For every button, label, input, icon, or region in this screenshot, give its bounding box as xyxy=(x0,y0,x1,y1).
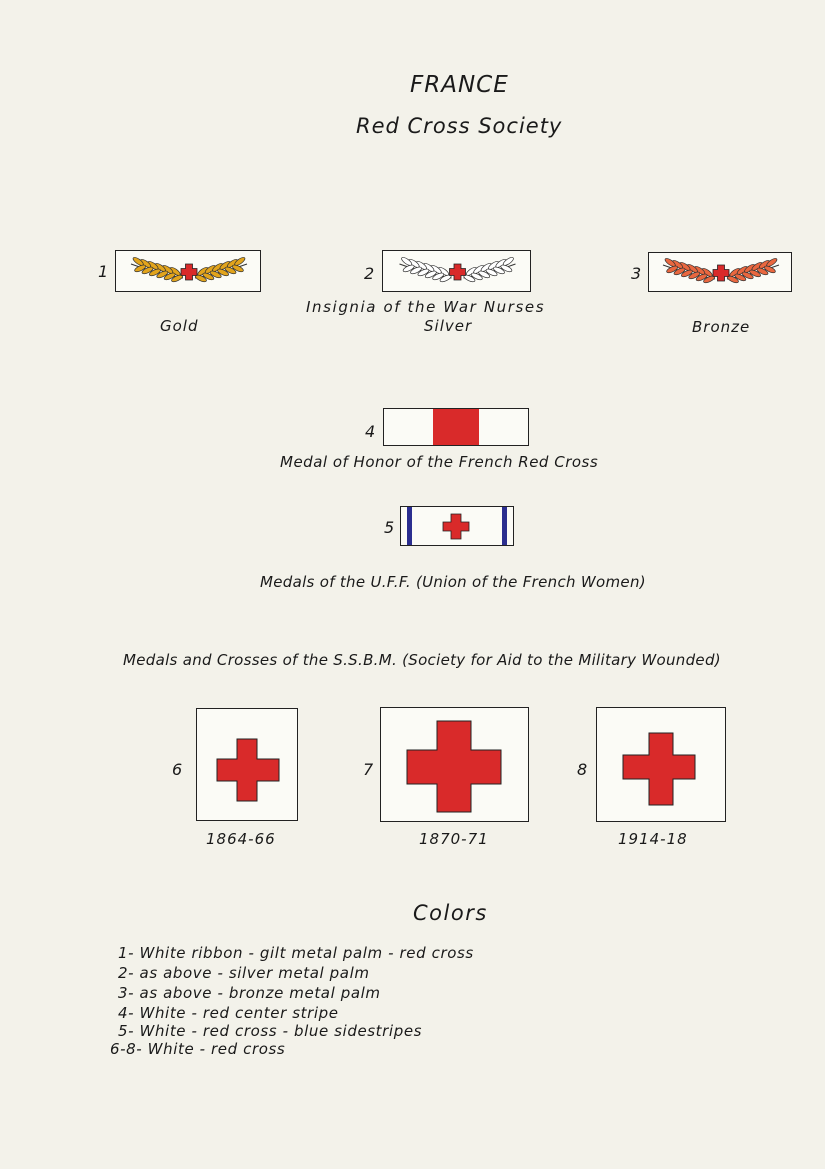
ribbon-2-number: 2 xyxy=(364,264,375,283)
red-center-stripe xyxy=(433,409,479,445)
red-cross-icon xyxy=(197,709,297,820)
colors-line-3: 3- as above - bronze metal palm xyxy=(118,984,381,1002)
cross-7-medal xyxy=(380,707,529,822)
cross-6-number: 6 xyxy=(172,760,183,779)
red-cross-icon xyxy=(381,708,528,821)
silver-palm-icon xyxy=(383,251,532,293)
ribbon-3-label: Bronze xyxy=(692,318,751,336)
ribbon-5-number: 5 xyxy=(384,518,395,537)
ribbon-4-number: 4 xyxy=(365,422,376,441)
cross-6-years: 1864-66 xyxy=(206,830,276,848)
page-subtitle: Red Cross Society xyxy=(356,114,563,138)
ribbon-2-silver xyxy=(382,250,531,292)
ssbm-caption: Medals and Crosses of the S.S.B.M. (Society for Aid to the Military Wounded) xyxy=(123,651,721,669)
red-cross-icon xyxy=(597,708,725,821)
colors-line-1: 1- White ribbon - gilt metal palm - red cross xyxy=(118,944,474,962)
page-title: FRANCE xyxy=(410,72,509,98)
uff-caption: Medals of the U.F.F. (Union of the French Women) xyxy=(260,573,646,591)
ribbon-1-label: Gold xyxy=(160,317,199,335)
bronze-palm-icon xyxy=(649,253,793,293)
ribbon-3-bronze xyxy=(648,252,792,292)
cross-8-number: 8 xyxy=(577,760,588,779)
cross-8-years: 1914-18 xyxy=(618,830,688,848)
medal-of-honor-caption: Medal of Honor of the French Red Cross xyxy=(280,453,599,471)
red-cross-icon xyxy=(401,507,513,545)
colors-list xyxy=(110,944,474,1058)
colors-line-2: 2- as above - silver metal palm xyxy=(118,964,370,982)
colors-line-4: 4- White - red center stripe xyxy=(118,1004,339,1022)
gold-palm-icon xyxy=(116,251,262,293)
cross-6-medal xyxy=(196,708,298,821)
ribbon-1-number: 1 xyxy=(98,262,109,281)
cross-7-number: 7 xyxy=(363,760,374,779)
war-nurses-caption: Insignia of the War Nurses xyxy=(306,298,546,316)
colors-line-6: 6-8- White - red cross xyxy=(110,1040,286,1058)
ribbon-1-gold xyxy=(115,250,261,292)
ribbon-2-label: Silver xyxy=(424,317,473,335)
cross-7-years: 1870-71 xyxy=(419,830,489,848)
colors-line-5: 5- White - red cross - blue sidestripes xyxy=(118,1022,423,1040)
ribbon-3-number: 3 xyxy=(631,264,642,283)
cross-8-medal xyxy=(596,707,726,822)
ribbon-5-uff xyxy=(400,506,514,546)
colors-title: Colors xyxy=(413,901,488,925)
ribbon-4-medal-of-honor xyxy=(383,408,529,446)
